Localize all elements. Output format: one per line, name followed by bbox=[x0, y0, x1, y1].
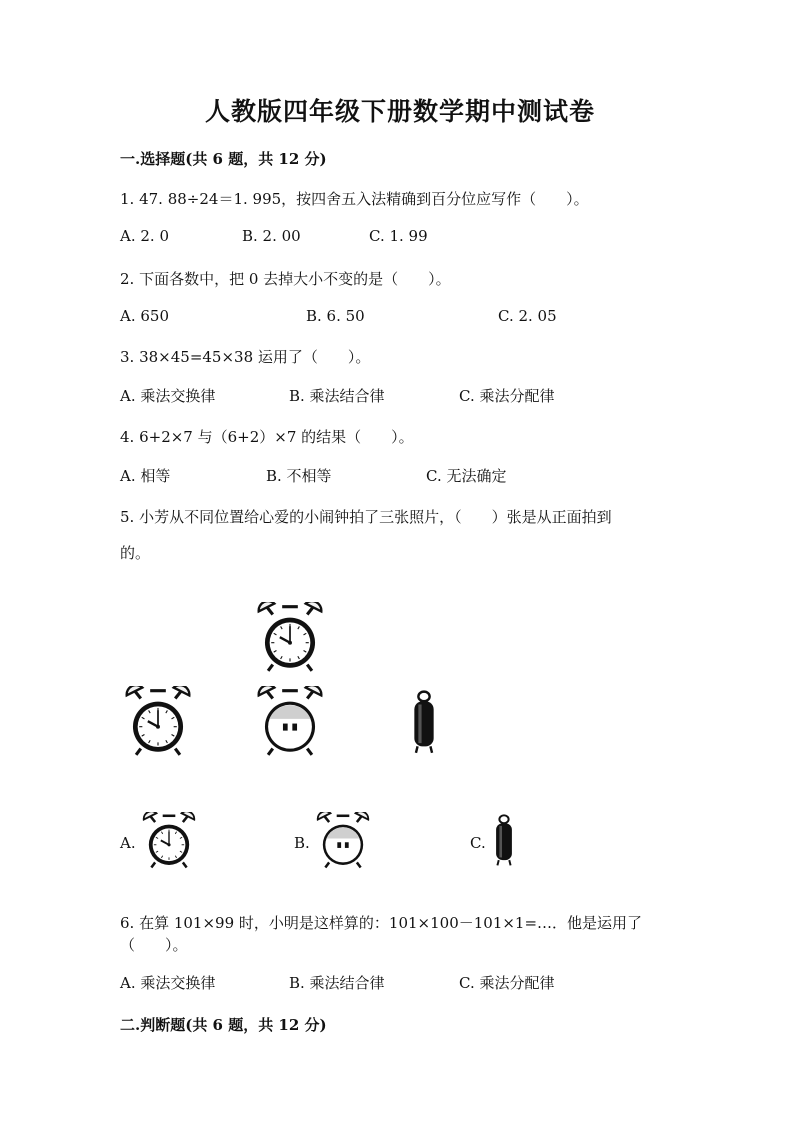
question-4-option-a: A. 相等 bbox=[120, 467, 171, 485]
question-3-option-c: C. 乘法分配律 bbox=[459, 387, 555, 405]
clock-front-photo-top bbox=[252, 602, 328, 674]
section-heading-choice: 一.选择题(共 6 题，共 12 分) bbox=[120, 150, 327, 168]
clock-side-photo bbox=[404, 690, 444, 756]
question-2: 2. 下面各数中，把 0 去掉大小不变的是（ ）。 bbox=[120, 270, 451, 288]
question-5-line-1: 5. 小芳从不同位置给心爱的小闹钟拍了三张照片，（ ）张是从正面拍到 bbox=[120, 508, 612, 526]
question-3: 3. 38×45=45×38 运用了（ ）。 bbox=[120, 348, 371, 366]
question-5-option-c: C. bbox=[470, 834, 486, 852]
option-b-clock-icon bbox=[312, 812, 374, 870]
question-4-option-c: C. 无法确定 bbox=[426, 467, 507, 485]
question-4-option-b: B. 不相等 bbox=[266, 467, 332, 485]
question-5-option-b: B. bbox=[294, 834, 310, 852]
question-4: 4. 6+2×7 与（6+2）×7 的结果（ ）。 bbox=[120, 428, 414, 446]
question-3-option-b: B. 乘法结合律 bbox=[289, 387, 385, 405]
question-5-option-a: A. bbox=[120, 834, 136, 852]
question-1-option-b: B. 2. 00 bbox=[242, 227, 301, 245]
option-a-clock-icon bbox=[138, 812, 200, 870]
question-3-option-a: A. 乘法交换律 bbox=[120, 387, 216, 405]
question-5-line-2: 的。 bbox=[120, 544, 151, 562]
question-2-option-b: B. 6. 50 bbox=[306, 307, 365, 325]
question-1-option-a: A. 2. 0 bbox=[120, 227, 169, 245]
question-6-option-b: B. 乘法结合律 bbox=[289, 974, 385, 992]
clock-back-photo bbox=[252, 686, 328, 758]
option-c-clock-icon bbox=[488, 814, 520, 868]
question-6-line-1: 6. 在算 101×99 时，小明是这样算的：101×100－101×1=…．他是运用了 bbox=[120, 914, 643, 932]
question-2-option-c: C. 2. 05 bbox=[498, 307, 557, 325]
question-6-option-c: C. 乘法分配律 bbox=[459, 974, 555, 992]
question-6-option-a: A. 乘法交换律 bbox=[120, 974, 216, 992]
question-1: 1. 47. 88÷24＝1. 995，按四舍五入法精确到百分位应写作（ ）。 bbox=[120, 190, 589, 208]
question-6-line-2: （ ）。 bbox=[120, 936, 188, 954]
question-2-option-a: A. 650 bbox=[120, 307, 169, 325]
section-heading-judgement: 二.判断题(共 6 题，共 12 分) bbox=[120, 1016, 327, 1034]
page-title: 人教版四年级下册数学期中测试卷 bbox=[204, 97, 595, 126]
clock-front-photo-left bbox=[120, 686, 196, 758]
question-1-option-c: C. 1. 99 bbox=[369, 227, 428, 245]
